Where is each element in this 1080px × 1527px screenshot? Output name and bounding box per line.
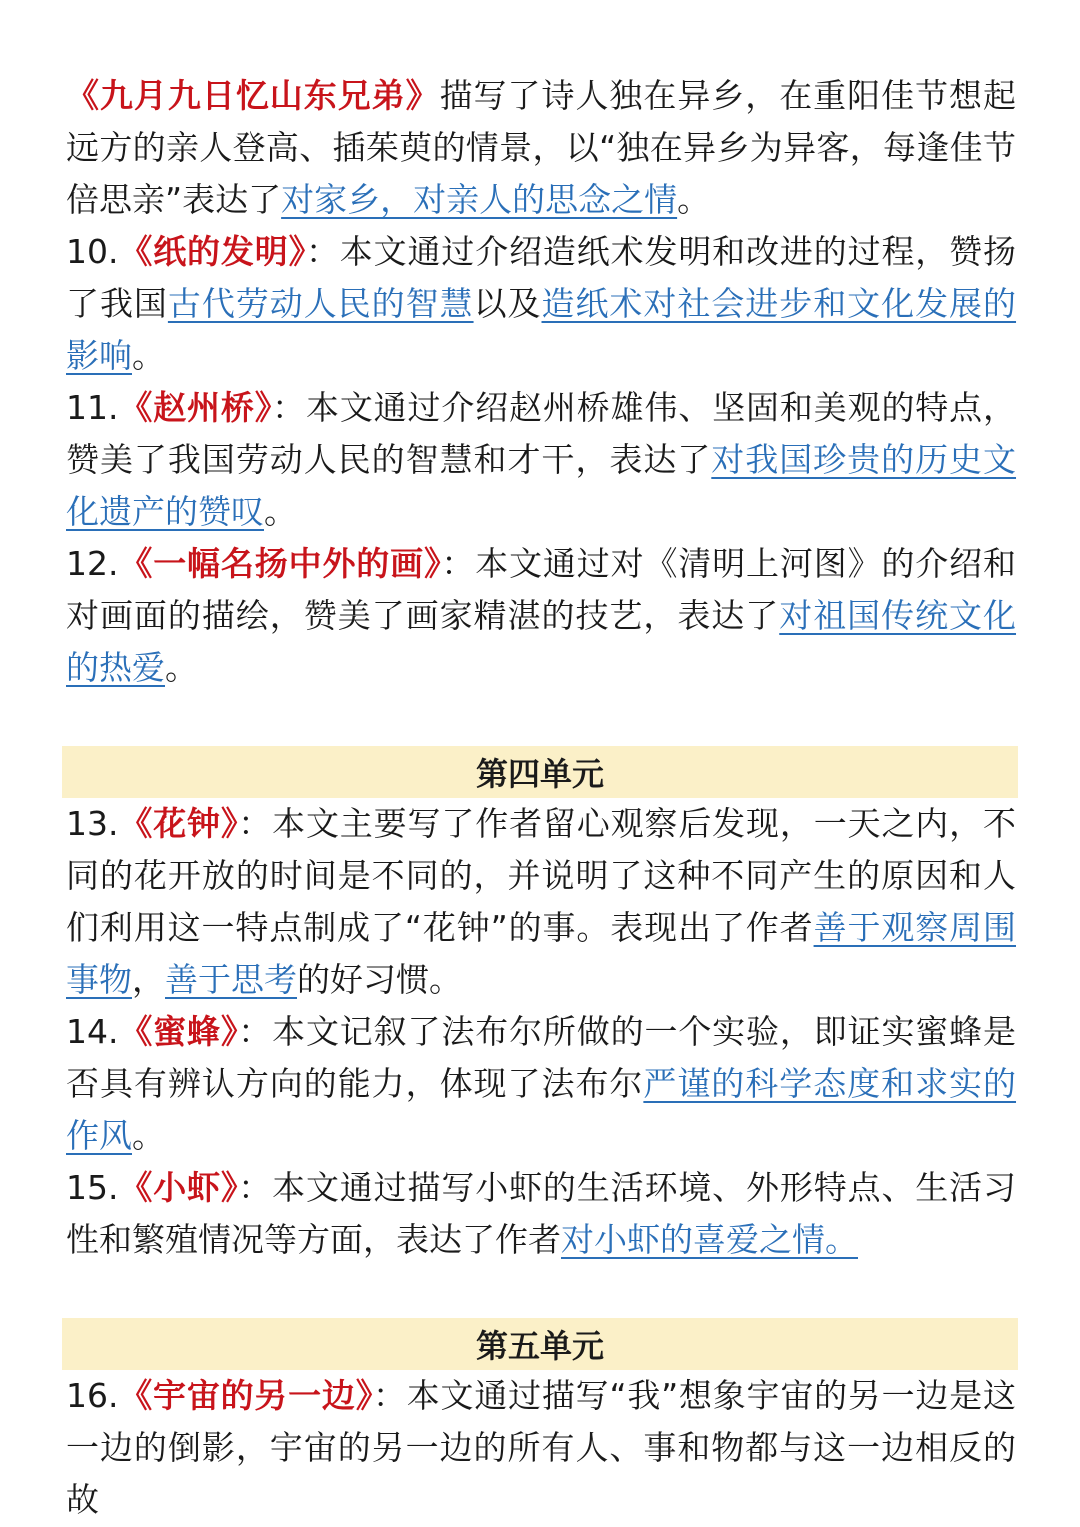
entry-number: 10.	[66, 232, 119, 271]
entry-text: ，	[132, 960, 165, 999]
entry-number: 15.	[66, 1168, 119, 1207]
entry-number: 13.	[66, 804, 119, 843]
entry-title: 《蜜蜂》	[118, 1012, 239, 1051]
entry-text: ：本文通过介绍造纸术发明和改进的过程，赞扬了我国	[66, 232, 1017, 323]
highlight-text: 古代劳动人民的智慧	[167, 284, 474, 323]
entry-number: 16.	[66, 1376, 119, 1415]
entry-end: 的好习惯。	[297, 960, 462, 999]
entry-title: 《一幅名扬中外的画》	[118, 544, 442, 583]
highlight-text: 对我国珍贵的历史文化遗产的赞叹	[66, 440, 1017, 531]
entry-title: 《花钟》	[118, 804, 239, 843]
entry-text: ：本文通过描写“我”想象宇宙的另一边是这一边的倒影，宇宙的另一边的所有人、事和物都与这一边相反的故	[66, 1376, 1016, 1519]
highlight-text: 对小虾的喜爱之情。	[561, 1220, 858, 1259]
highlight-text: 对祖国传统文化的热爱	[66, 596, 1017, 687]
highlight-text: 造纸术对社会进步和文化发展的影响	[66, 284, 1017, 375]
entry-text: 描写了诗人独在异乡，在重阳佳节想起远方的亲人登高、插茱萸的情景，以“独在异乡为异客，每逢佳节倍思亲”表达了	[66, 76, 1017, 219]
entry-13	[66, 798, 1016, 1006]
unit-header-5: 第五单元	[62, 1318, 1018, 1370]
entry-end: 。	[132, 1116, 165, 1155]
entry-end: 。	[677, 180, 711, 219]
highlight-text: 善于观察周围事物	[66, 908, 1016, 999]
entry-text: ：本文记叙了法布尔所做的一个实验，即证实蜜蜂是否具有辨认方向的能力，体现了法布尔	[66, 1012, 1017, 1103]
entry-title: 《小虾》	[118, 1168, 239, 1207]
entry-11	[66, 382, 1016, 538]
entry-title: 《纸的发明》	[118, 232, 306, 271]
entry-number: 11.	[66, 388, 119, 427]
highlight-text: 严谨的科学态度和求实的作风	[66, 1064, 1017, 1155]
entry-text: ：本文通过对《清明上河图》的介绍和对画面的描绘，赞美了画家精湛的技艺，表达了	[66, 544, 1017, 635]
highlight-text: 善于思考	[165, 960, 297, 999]
entry-9	[66, 70, 1016, 226]
entry-title: 《宇宙的另一边》	[118, 1376, 373, 1415]
entry-end: 。	[132, 336, 165, 375]
entry-16	[66, 1370, 1016, 1526]
entry-text: 以及	[473, 284, 542, 323]
entry-title: 《赵州桥》	[118, 388, 273, 427]
entry-10	[66, 226, 1016, 382]
entry-end: 。	[264, 492, 297, 531]
entry-12	[66, 538, 1016, 694]
entry-number: 12.	[66, 544, 119, 583]
unit-header-4: 第四单元	[62, 746, 1018, 798]
entry-number: 14.	[66, 1012, 119, 1051]
entry-text: ：本文主要写了作者留心观察后发现，一天之内，不同的花开放的时间是不同的，并说明了这种不同产生的原因和人们利用这一特点制成了“花钟”的事。表现出了作者	[66, 804, 1017, 947]
entry-text: ：本文通过介绍赵州桥雄伟、坚固和美观的特点，赞美了我国劳动人民的智慧和才干，表达了	[66, 388, 1017, 479]
highlight-text: 对家乡，对亲人的思念之情	[281, 180, 678, 219]
entry-title: 《九月九日忆山东兄弟》	[66, 76, 440, 115]
entry-text: ：本文通过描写小虾的生活环境、外形特点、生活习性和繁殖情况等方面，表达了作者	[66, 1168, 1017, 1259]
entry-end: 。	[165, 648, 198, 687]
entry-14	[66, 1006, 1016, 1162]
entry-15	[66, 1162, 1016, 1266]
